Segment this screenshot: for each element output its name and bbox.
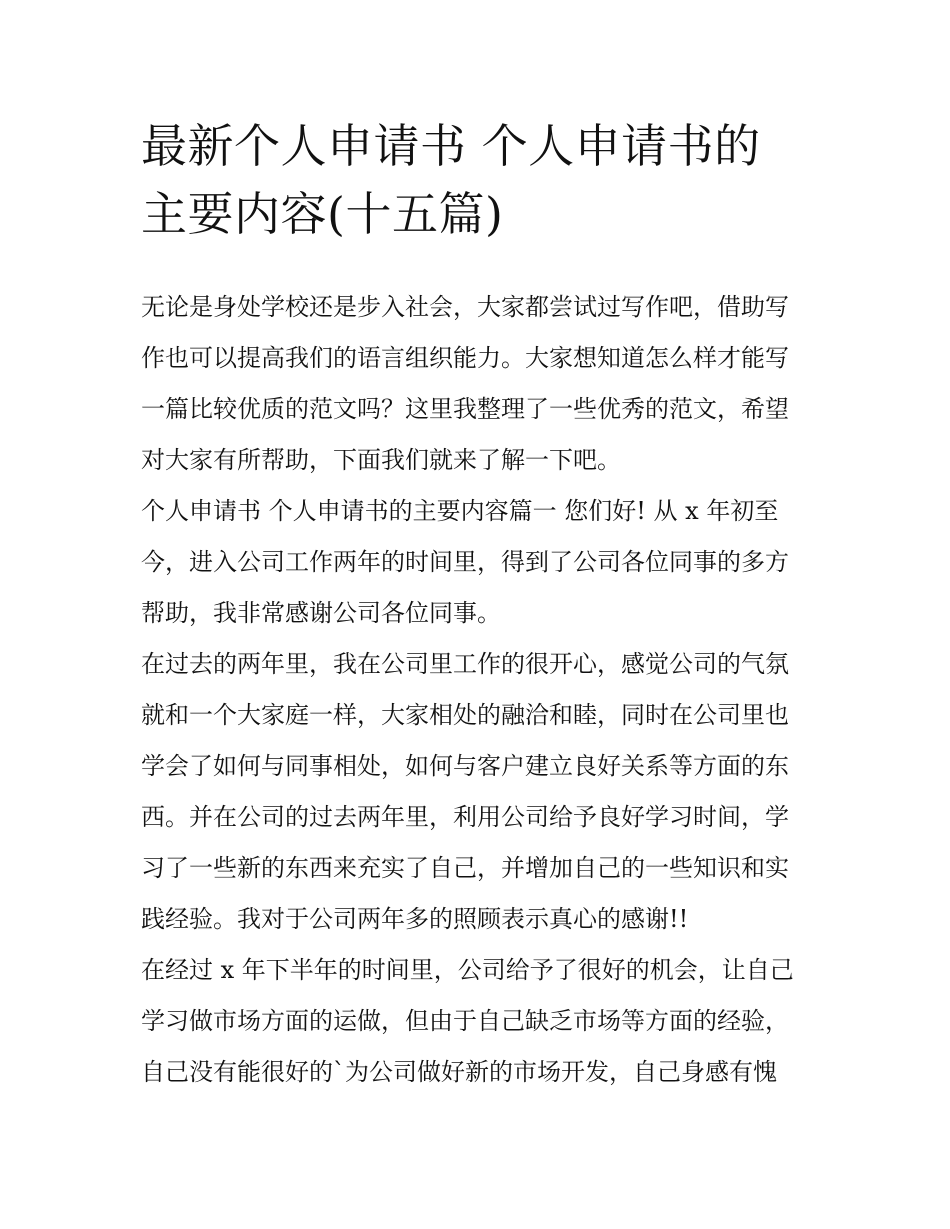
title-line: 主要内容(十五篇) <box>141 187 504 241</box>
text-line: 习了一些新的东西来充实了自己，并增加自己的一些知识和实 <box>141 854 789 882</box>
paragraph-past-two-years <box>141 639 821 945</box>
text-line: 西。并在公司的过去两年里，利用公司给予良好学习时间，学 <box>141 803 789 831</box>
text-line: 在经过 x 年下半年的时间里，公司给予了很好的机会，让自己 <box>141 956 794 984</box>
text-line: 自己没有能很好的`为公司做好新的市场开发，自己身感有愧 <box>141 1058 777 1086</box>
text-line: 帮助，我非常感谢公司各位同事。 <box>141 599 501 627</box>
text-line: 作也可以提高我们的语言组织能力。大家想知道怎么样才能写 <box>141 344 789 372</box>
text-line: 学习做市场方面的运做，但由于自己缺乏市场等方面的经验， <box>141 1007 789 1035</box>
document-body <box>141 282 821 1098</box>
text-line: 个人申请书 个人申请书的主要内容篇一 您们好! 从 x 年初至 <box>141 497 779 525</box>
text-line: 对大家有所帮助，下面我们就来了解一下吧。 <box>141 446 621 474</box>
document-title <box>141 112 821 248</box>
paragraph-greeting <box>141 486 821 639</box>
title-line: 最新个人申请书 个人申请书的 <box>141 119 761 173</box>
text-line: 在过去的两年里，我在公司里工作的很开心，感觉公司的气氛 <box>141 650 789 678</box>
text-line: 就和一个大家庭一样，大家相处的融洽和睦，同时在公司里也 <box>141 701 789 729</box>
text-line: 今，进入公司工作两年的时间里，得到了公司各位同事的多方 <box>141 548 789 576</box>
text-line: 一篇比较优质的范文吗？这里我整理了一些优秀的范文，希望 <box>141 395 789 423</box>
text-line: 践经验。我对于公司两年多的照顾表示真心的感谢!! <box>141 905 689 933</box>
paragraph-market <box>141 945 821 1098</box>
text-line: 学会了如何与同事相处，如何与客户建立良好关系等方面的东 <box>141 752 789 780</box>
text-line: 无论是身处学校还是步入社会，大家都尝试过写作吧，借助写 <box>141 293 789 321</box>
paragraph-intro <box>141 282 821 486</box>
